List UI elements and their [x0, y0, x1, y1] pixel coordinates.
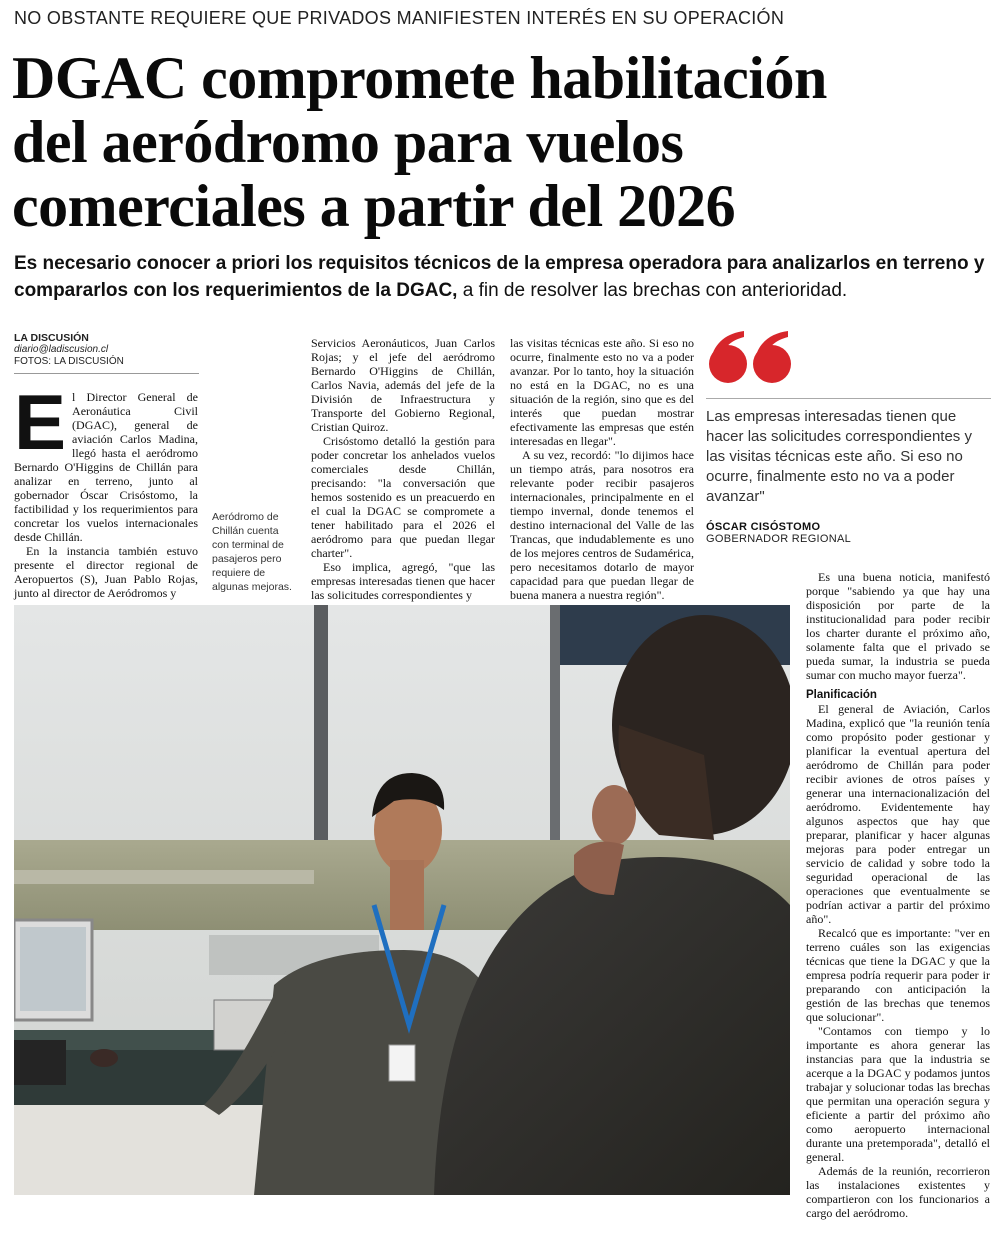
pull-quote — [706, 330, 991, 545]
column-4-paragraph-1: Es una buena noticia, manifestó porque "sabiendo ya que hay una disposición por parte de la institucionalidad para poder recibir los charter durante el próximo año, solamente falta que el privado se pueda sumar, la industria se pueda sumar con mucho mayor fuerza". — [806, 570, 990, 682]
kicker: NO OBSTANTE REQUIERE QUE PRIVADOS MANIFIESTEN INTERÉS EN SU OPERACIÓN — [14, 8, 785, 28]
column-1-text-1: l Director General de Aeronáutica Civil (DGAC), general de aviación Carlos Madina, llegó hasta el aeródromo Bernardo O'Higgins de Chillán para analizar en terreno, junto al gobernador Óscar Crisóstomo, la factibilidad y los requerimientos para concretar los vuelos internacionales desde Chillán. — [14, 390, 198, 544]
deck-regular: a fin de resolver las brechas con anterioridad. — [457, 280, 848, 301]
column-3-paragraph-2: A su vez, recordó: "lo dijimos hace un tiempo atrás, para nosotros era relevante poder recibir pasajeros internacionales, principalmente en el tiempo invernal, donde tenemos el destino internacional del Valle de las Trancas, que indudablemente es uno de los mejores centros de Sudamérica, pero necesitamos dotarlo de mayor capacidad para que puedan llegar de buena manera a nuestra región". — [510, 448, 694, 602]
column-4-paragraph-2: El general de Aviación, Carlos Madina, explicó que "la reunión tenía como propósito poder gestionar y planificar la eventual apertura del aeródromo de Chillán para poder recibir aviones de otros países y generar una internacionalización del aeródromo. Evidentemente hay algunos aspectos que hay que preparar, planificar y hacer algunas mejoras para poder entregar un servicio de calidad y sobre todo la seguridad operacional de las operaciones que eventualmente se podrían activar a partir del próximo año". — [806, 702, 990, 926]
column-4-paragraph-3: Recalcó que es importante: "ver en terreno cuáles son las exigencias técnicas que tiene la DGAC y que la empresa podría requerir para poder ir preparando con anticipación la gestión de las brechas que tenemos que solucionar". — [806, 926, 990, 1024]
byline — [14, 332, 199, 374]
headline — [12, 46, 997, 238]
section-subhead: Planificación — [806, 689, 877, 701]
byline-photos: FOTOS: LA DISCUSIÓN — [14, 356, 124, 367]
deck — [14, 250, 989, 304]
drop-cap: E — [14, 378, 67, 466]
article-photo — [14, 605, 790, 1195]
quote-mark-icon — [706, 330, 796, 384]
column-1 — [14, 378, 198, 600]
column-1-paragraph-1 — [14, 378, 198, 544]
byline-author: LA DISCUSIÓN — [14, 332, 89, 344]
column-2-paragraph-3: Eso implica, agregó, "que las empresas interesadas tienen que hacer las solicitudes correspondientes y — [311, 560, 495, 602]
headline-line-2: del aeródromo para vuelos — [12, 109, 684, 175]
column-1-paragraph-2: En la instancia también estuvo presente el director regional de Aeropuertos (S), Juan Pablo Rojas, junto al director de Aeródromos y — [14, 544, 198, 600]
column-4 — [806, 570, 990, 1220]
deck-bold: Es necesario conocer a priori los requisitos técnicos de la empresa operadora para analizarlos en terreno y compararlos con los requerimientos de la DGAC, — [14, 253, 985, 301]
column-4-paragraph-4: "Contamos con tiempo y lo importante es ahora generar las instancias para que la industria se acerque a la DGAC y podamos juntos trabajar y solucionar todas las brechas que permitan una operación segura y eficiente a partir del próximo año como aeropuerto internacional durante una pretemporada", detalló el general. — [806, 1024, 990, 1164]
pull-quote-role: GOBERNADOR REGIONAL — [706, 533, 852, 545]
column-4-paragraph-5: Además de la reunión, recorrieron las instalaciones existentes y compartieron con los funcionarios a cargo del aeródromo. — [806, 1164, 990, 1220]
control-tower-photo — [14, 605, 790, 1195]
byline-email: diario@ladiscusion.cl — [14, 344, 109, 355]
pull-quote-author: ÓSCAR CISÓSTOMO — [706, 521, 821, 533]
column-2-paragraph-1: Servicios Aeronáuticos, Juan Carlos Rojas; y el jefe del aeródromo Bernardo O'Higgins de Chillán, Carlos Navia, además del jefe de la División de Infraestructura y Transporte del Gobierno Regional, Cristian Quiroz. — [311, 336, 495, 434]
headline-line-3: comerciales a partir del 2026 — [12, 173, 736, 239]
column-2-paragraph-2: Crisóstomo detalló la gestión para poder concretar los anhelados vuelos comerciales desde Chillán, precisando: "la conversación que hemos sostenido es un preacuerdo en el cual la DGAC se compromete a tener habilitado para el 2026 el aeródromo para que puedan llegar charter". — [311, 434, 495, 560]
column-2 — [311, 336, 495, 602]
headline-line-1: DGAC compromete habilitación — [12, 45, 827, 111]
pull-quote-text: Las empresas interesadas tienen que hacer las solicitudes correspondientes y las visitas técnicas este año. Si eso no ocurre, finalmente esto no va a poder avanzar" — [706, 398, 991, 507]
column-3-paragraph-1: las visitas técnicas este año. Si eso no ocurre, finalmente esto no va a poder avanzar. Por lo tanto, hoy la situación no está en la DGAC, no es una situación de la región, sino que es del interés que puedan mostrar efectivamente las empresas que estén interesadas en llegar". — [510, 336, 694, 448]
column-3 — [510, 336, 694, 602]
photo-caption: Aeródromo de Chillán cuenta con terminal de pasajeros pero requiere de algunas mejoras. — [212, 511, 292, 593]
